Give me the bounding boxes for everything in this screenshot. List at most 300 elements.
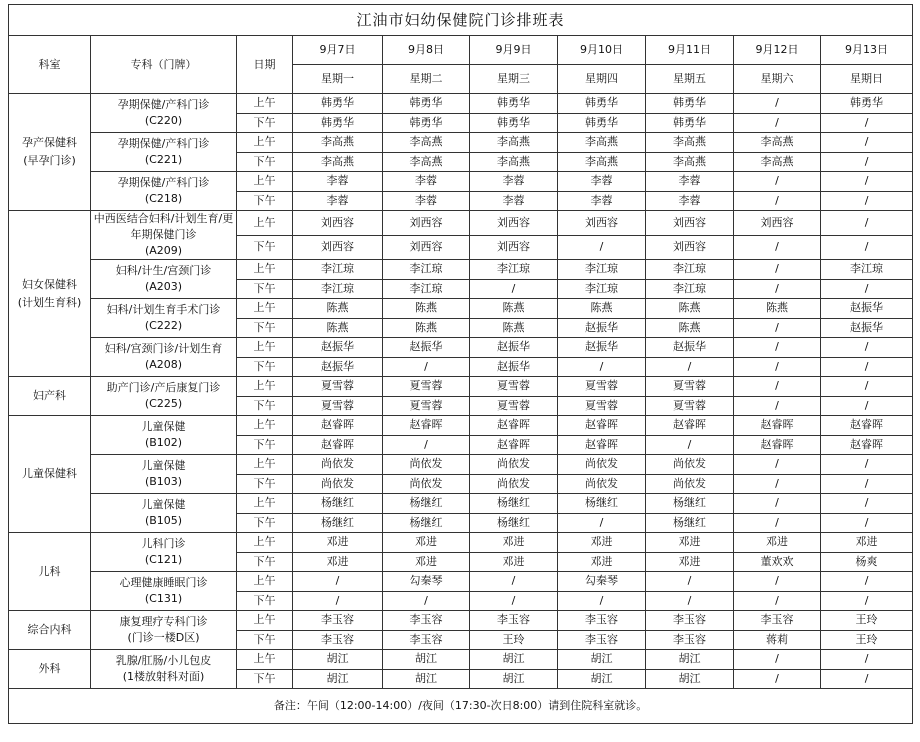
doctor-cell: 刘西容 <box>734 211 821 236</box>
header-weekday-cell: 星期一 <box>293 65 383 94</box>
period-cell: 下午 <box>237 435 293 455</box>
doctor-cell: 尚依发 <box>383 474 470 494</box>
specialty-name-line: 孕期保健/产科门诊 <box>117 176 210 189</box>
doctor-cell: / <box>734 279 821 299</box>
doctor-cell: 刘西容 <box>383 211 470 236</box>
doctor-cell: 夏雪蓉 <box>293 396 383 416</box>
doctor-cell: 陈燕 <box>383 318 470 338</box>
doctor-cell: 李蓉 <box>470 172 558 192</box>
specialty-name-line: 妇科/计划生育手术门诊 <box>106 303 221 316</box>
specialty-name-line: 孕期保健/产科门诊 <box>117 98 210 111</box>
specialty-name-line: (C220) <box>144 114 183 127</box>
period-cell: 下午 <box>237 513 293 533</box>
specialty-cell <box>91 260 237 299</box>
header-date-cell: 9月9日 <box>470 36 558 65</box>
doctor-cell: 胡江 <box>646 650 734 670</box>
dept-name-line: 儿童保健科 <box>22 467 77 480</box>
header-date: 日期 <box>237 36 293 94</box>
table-row <box>9 377 913 397</box>
doctor-cell: 胡江 <box>558 650 646 670</box>
doctor-cell: 胡江 <box>293 650 383 670</box>
doctor-cell: / <box>821 133 913 153</box>
doctor-cell: 赵睿晖 <box>293 416 383 436</box>
doctor-cell: 李高燕 <box>470 152 558 172</box>
doctor-cell: 胡江 <box>293 669 383 689</box>
doctor-cell: 李江琼 <box>646 279 734 299</box>
doctor-cell: 赵振华 <box>293 357 383 377</box>
specialty-cell <box>91 455 237 494</box>
specialty-cell <box>91 172 237 211</box>
table-row <box>9 211 913 236</box>
specialty-name-line: (C218) <box>144 192 183 205</box>
doctor-cell: / <box>821 650 913 670</box>
specialty-name-line: (C225) <box>144 397 183 410</box>
doctor-cell: 尚依发 <box>558 474 646 494</box>
header-date-cell: 9月7日 <box>293 36 383 65</box>
header-weekday-cell: 星期三 <box>470 65 558 94</box>
doctor-cell: / <box>821 357 913 377</box>
specialty-cell <box>91 416 237 455</box>
doctor-cell: 李玉容 <box>558 630 646 650</box>
doctor-cell: 李玉容 <box>734 611 821 631</box>
doctor-cell: 韩勇华 <box>821 94 913 114</box>
specialty-name-line: 助产门诊/产后康复门诊 <box>106 381 221 394</box>
doctor-cell: 李蓉 <box>383 191 470 211</box>
doctor-cell: 胡江 <box>383 669 470 689</box>
doctor-cell: 胡江 <box>646 669 734 689</box>
doctor-cell: 刘西容 <box>293 211 383 236</box>
doctor-cell: 赵睿晖 <box>470 416 558 436</box>
table-row <box>9 572 913 592</box>
doctor-cell: 邓进 <box>383 533 470 553</box>
doctor-cell: 李江琼 <box>383 260 470 280</box>
header-weekday-cell: 星期二 <box>383 65 470 94</box>
doctor-cell: 赵睿晖 <box>821 435 913 455</box>
footer-note: 备注：午间（12:00-14:00）/夜间（17:30-次日8:00）请到住院科室就诊。 <box>9 689 913 724</box>
doctor-cell: 尚依发 <box>293 455 383 475</box>
period-cell: 下午 <box>237 552 293 572</box>
doctor-cell: 胡江 <box>558 669 646 689</box>
period-cell: 下午 <box>237 191 293 211</box>
specialty-name-line: (A208) <box>144 358 183 371</box>
doctor-cell: 尚依发 <box>470 455 558 475</box>
period-cell: 上午 <box>237 377 293 397</box>
doctor-cell: 刘西容 <box>293 235 383 260</box>
doctor-cell: 刘西容 <box>646 211 734 236</box>
doctor-cell: / <box>821 211 913 236</box>
doctor-cell: / <box>821 455 913 475</box>
doctor-cell: / <box>734 455 821 475</box>
doctor-cell: 杨继红 <box>383 494 470 514</box>
doctor-cell: 刘西容 <box>470 235 558 260</box>
period-cell: 下午 <box>237 279 293 299</box>
doctor-cell: 李蓉 <box>646 191 734 211</box>
doctor-cell: 夏雪蓉 <box>383 377 470 397</box>
specialty-cell <box>91 133 237 172</box>
doctor-cell: 韩勇华 <box>558 113 646 133</box>
doctor-cell: 尚依发 <box>293 474 383 494</box>
doctor-cell: / <box>734 235 821 260</box>
doctor-cell: / <box>821 191 913 211</box>
doctor-cell: 李江琼 <box>646 260 734 280</box>
doctor-cell: / <box>646 572 734 592</box>
specialty-cell <box>91 572 237 611</box>
table-row <box>9 299 913 319</box>
doctor-cell: 赵振华 <box>293 338 383 358</box>
doctor-cell: 刘西容 <box>558 211 646 236</box>
period-cell: 上午 <box>237 533 293 553</box>
table-row <box>9 260 913 280</box>
doctor-cell: 李高燕 <box>558 152 646 172</box>
dept-cell <box>9 416 91 533</box>
doctor-cell: 李高燕 <box>646 133 734 153</box>
doctor-cell: / <box>734 650 821 670</box>
doctor-cell: 陈燕 <box>646 299 734 319</box>
header-weekday-cell: 星期六 <box>734 65 821 94</box>
specialty-name-line: 儿童保健 <box>141 420 186 433</box>
doctor-cell: 李玉容 <box>558 611 646 631</box>
doctor-cell: / <box>821 474 913 494</box>
specialty-cell <box>91 211 237 260</box>
specialty-name-line: (1楼放射科对面) <box>122 670 205 683</box>
doctor-cell: 韩勇华 <box>383 113 470 133</box>
doctor-cell: 夏雪蓉 <box>470 377 558 397</box>
page-title: 江油市妇幼保健院门诊排班表 <box>9 5 913 36</box>
doctor-cell: 赵振华 <box>821 299 913 319</box>
doctor-cell: 李蓉 <box>470 191 558 211</box>
specialty-name-line: (B105) <box>144 514 183 527</box>
specialty-cell <box>91 94 237 133</box>
doctor-cell: / <box>470 591 558 611</box>
period-cell: 上午 <box>237 611 293 631</box>
specialty-name-line: (A203) <box>144 280 183 293</box>
doctor-cell: 尚依发 <box>646 455 734 475</box>
doctor-cell: 刘西容 <box>383 235 470 260</box>
doctor-cell: / <box>734 572 821 592</box>
header-date-cell: 9月12日 <box>734 36 821 65</box>
doctor-cell: / <box>821 113 913 133</box>
doctor-cell: 王玲 <box>821 630 913 650</box>
doctor-cell: 夏雪蓉 <box>558 396 646 416</box>
doctor-cell: / <box>821 172 913 192</box>
doctor-cell: 邓进 <box>383 552 470 572</box>
doctor-cell: 杨继红 <box>646 513 734 533</box>
doctor-cell: 韩勇华 <box>470 94 558 114</box>
specialty-name-line: 儿童保健 <box>141 459 186 472</box>
doctor-cell: / <box>734 591 821 611</box>
doctor-cell: 胡江 <box>470 650 558 670</box>
doctor-cell: 陈燕 <box>470 318 558 338</box>
period-cell: 下午 <box>237 591 293 611</box>
table-row <box>9 338 913 358</box>
table-row <box>9 455 913 475</box>
specialty-name-line: (C131) <box>144 592 183 605</box>
specialty-name-line: 年期保健门诊 <box>130 228 197 241</box>
dept-name-line: (早孕门诊) <box>23 154 76 167</box>
doctor-cell: / <box>558 513 646 533</box>
period-cell: 下午 <box>237 357 293 377</box>
period-cell: 上午 <box>237 650 293 670</box>
doctor-cell: 李江琼 <box>558 260 646 280</box>
header-date-cell: 9月8日 <box>383 36 470 65</box>
doctor-cell: / <box>646 357 734 377</box>
period-cell: 上午 <box>237 416 293 436</box>
doctor-cell: 李蓉 <box>646 172 734 192</box>
period-cell: 上午 <box>237 338 293 358</box>
specialty-name-line: (C221) <box>144 153 183 166</box>
specialty-name-line: 心理健康睡眠门诊 <box>119 576 208 589</box>
doctor-cell: / <box>821 513 913 533</box>
doctor-cell: / <box>734 377 821 397</box>
table-row <box>9 172 913 192</box>
doctor-cell: 夏雪蓉 <box>470 396 558 416</box>
specialty-cell <box>91 650 237 689</box>
doctor-cell: 李玉容 <box>293 611 383 631</box>
doctor-cell: 赵振华 <box>383 338 470 358</box>
doctor-cell: 杨继红 <box>293 513 383 533</box>
doctor-cell: 杨继红 <box>470 513 558 533</box>
specialty-cell <box>91 299 237 338</box>
doctor-cell: / <box>734 318 821 338</box>
header-dept: 科室 <box>9 36 91 94</box>
header-date-cell: 9月13日 <box>821 36 913 65</box>
table-row <box>9 494 913 514</box>
doctor-cell: 赵睿晖 <box>646 416 734 436</box>
period-cell: 下午 <box>237 318 293 338</box>
period-cell: 上午 <box>237 494 293 514</box>
doctor-cell: / <box>558 357 646 377</box>
header-date-cell: 9月10日 <box>558 36 646 65</box>
doctor-cell: / <box>821 591 913 611</box>
doctor-cell: 李蓉 <box>558 172 646 192</box>
dept-cell <box>9 94 91 211</box>
doctor-cell: 韩勇华 <box>293 94 383 114</box>
doctor-cell: / <box>734 172 821 192</box>
doctor-cell: 刘西容 <box>470 211 558 236</box>
schedule-table <box>8 4 913 724</box>
doctor-cell: 韩勇华 <box>646 94 734 114</box>
specialty-name-line: 康复理疗专科门诊 <box>119 615 208 628</box>
doctor-cell: 韩勇华 <box>293 113 383 133</box>
doctor-cell: 李江琼 <box>293 279 383 299</box>
doctor-cell: 邓进 <box>646 552 734 572</box>
doctor-cell: / <box>734 669 821 689</box>
doctor-cell: 陈燕 <box>734 299 821 319</box>
doctor-cell: / <box>734 338 821 358</box>
specialty-cell <box>91 611 237 650</box>
footer-row <box>9 689 913 724</box>
doctor-cell: 李江琼 <box>293 260 383 280</box>
specialty-name-line: (C121) <box>144 553 183 566</box>
doctor-cell: / <box>821 396 913 416</box>
doctor-cell: 韩勇华 <box>383 94 470 114</box>
doctor-cell: 勾秦琴 <box>558 572 646 592</box>
table-row <box>9 416 913 436</box>
doctor-cell: 夏雪蓉 <box>558 377 646 397</box>
period-cell: 下午 <box>237 152 293 172</box>
doctor-cell: / <box>821 669 913 689</box>
period-cell: 下午 <box>237 396 293 416</box>
period-cell: 上午 <box>237 455 293 475</box>
doctor-cell: / <box>383 591 470 611</box>
specialty-name-line: (C222) <box>144 319 183 332</box>
doctor-cell: 韩勇华 <box>646 113 734 133</box>
doctor-cell: / <box>734 474 821 494</box>
doctor-cell: 李高燕 <box>734 133 821 153</box>
doctor-cell: 杨继红 <box>383 513 470 533</box>
doctor-cell: / <box>293 591 383 611</box>
header-weekday-cell: 星期四 <box>558 65 646 94</box>
specialty-name-line: 妇科/计生/宫颈门诊 <box>115 264 212 277</box>
table-row <box>9 533 913 553</box>
doctor-cell: 李江琼 <box>383 279 470 299</box>
dept-name-line: 妇女保健科 <box>22 277 77 291</box>
doctor-cell: / <box>734 260 821 280</box>
doctor-cell: / <box>383 357 470 377</box>
doctor-cell: 李江琼 <box>470 260 558 280</box>
doctor-cell: / <box>821 494 913 514</box>
doctor-cell: 李高燕 <box>293 152 383 172</box>
doctor-cell: 李蓉 <box>383 172 470 192</box>
specialty-name-line: 孕期保健/产科门诊 <box>117 137 210 150</box>
doctor-cell: 赵睿晖 <box>470 435 558 455</box>
doctor-cell: 胡江 <box>383 650 470 670</box>
doctor-cell: 李江琼 <box>821 260 913 280</box>
doctor-cell: 邓进 <box>821 533 913 553</box>
specialty-cell <box>91 494 237 533</box>
doctor-cell: 李蓉 <box>293 172 383 192</box>
doctor-cell: 王玲 <box>821 611 913 631</box>
doctor-cell: 赵振华 <box>646 338 734 358</box>
doctor-cell: / <box>734 513 821 533</box>
doctor-cell: 尚依发 <box>558 455 646 475</box>
specialty-name-line: 中西医结合妇科/计划生育/更 <box>93 212 234 225</box>
doctor-cell: 李玉容 <box>470 611 558 631</box>
doctor-cell: / <box>821 338 913 358</box>
doctor-cell: 李玉容 <box>293 630 383 650</box>
doctor-cell: 邓进 <box>470 533 558 553</box>
doctor-cell: / <box>646 591 734 611</box>
doctor-cell: 夏雪蓉 <box>383 396 470 416</box>
table-row <box>9 133 913 153</box>
doctor-cell: / <box>734 494 821 514</box>
doctor-cell: 董欢欢 <box>734 552 821 572</box>
doctor-cell: 赵睿晖 <box>293 435 383 455</box>
specialty-name-line: 儿科门诊 <box>141 537 186 550</box>
period-cell: 下午 <box>237 474 293 494</box>
doctor-cell: 尚依发 <box>470 474 558 494</box>
doctor-cell: 李高燕 <box>383 152 470 172</box>
doctor-cell: 杨继红 <box>646 494 734 514</box>
doctor-cell: 邓进 <box>293 552 383 572</box>
doctor-cell: 赵振华 <box>470 338 558 358</box>
doctor-cell: 杨爽 <box>821 552 913 572</box>
dept-name-line: 儿科 <box>38 564 61 578</box>
doctor-cell: / <box>821 279 913 299</box>
specialty-name-line: (B102) <box>144 436 183 449</box>
doctor-cell: / <box>734 396 821 416</box>
doctor-cell: 李蓉 <box>558 191 646 211</box>
doctor-cell: 赵睿晖 <box>558 435 646 455</box>
doctor-cell: 刘西容 <box>646 235 734 260</box>
doctor-cell: 蒋莉 <box>734 630 821 650</box>
doctor-cell: 邓进 <box>470 552 558 572</box>
doctor-cell: / <box>821 235 913 260</box>
doctor-cell: 夏雪蓉 <box>646 377 734 397</box>
period-cell: 上午 <box>237 299 293 319</box>
dept-cell <box>9 650 91 689</box>
dept-cell <box>9 611 91 650</box>
doctor-cell: 陈燕 <box>383 299 470 319</box>
specialty-name-line: (门诊一楼D区) <box>127 631 200 644</box>
doctor-cell: 邓进 <box>558 533 646 553</box>
doctor-cell: 王玲 <box>470 630 558 650</box>
doctor-cell: / <box>558 591 646 611</box>
doctor-cell: 李高燕 <box>646 152 734 172</box>
doctor-cell: 赵睿晖 <box>734 416 821 436</box>
doctor-cell: 赵振华 <box>558 318 646 338</box>
doctor-cell: 赵睿晖 <box>558 416 646 436</box>
period-cell: 下午 <box>237 669 293 689</box>
doctor-cell: 李高燕 <box>470 133 558 153</box>
table-row <box>9 94 913 114</box>
header-row-dates <box>9 36 913 65</box>
doctor-cell: 勾秦琴 <box>383 572 470 592</box>
doctor-cell: 邓进 <box>734 533 821 553</box>
specialty-name-line: 儿童保健 <box>141 498 186 511</box>
doctor-cell: / <box>734 191 821 211</box>
doctor-cell: 李玉容 <box>383 630 470 650</box>
table-row <box>9 611 913 631</box>
doctor-cell: 李高燕 <box>383 133 470 153</box>
doctor-cell: 杨继红 <box>558 494 646 514</box>
doctor-cell: 赵振华 <box>558 338 646 358</box>
doctor-cell: 韩勇华 <box>558 94 646 114</box>
specialty-name-line: (A209) <box>144 244 183 257</box>
doctor-cell: 陈燕 <box>646 318 734 338</box>
period-cell: 下午 <box>237 113 293 133</box>
header-weekday-cell: 星期五 <box>646 65 734 94</box>
period-cell: 下午 <box>237 235 293 260</box>
dept-name-line: 外科 <box>38 662 61 675</box>
doctor-cell: 韩勇华 <box>470 113 558 133</box>
specialty-cell <box>91 338 237 377</box>
doctor-cell: 夏雪蓉 <box>293 377 383 397</box>
dept-cell <box>9 211 91 377</box>
doctor-cell: / <box>646 435 734 455</box>
header-date-cell: 9月11日 <box>646 36 734 65</box>
period-cell: 上午 <box>237 211 293 236</box>
period-cell: 上午 <box>237 572 293 592</box>
doctor-cell: / <box>734 94 821 114</box>
doctor-cell: 杨继红 <box>293 494 383 514</box>
dept-name-line: 综合内科 <box>27 623 72 636</box>
specialty-name-line: 乳腺/肛肠/小儿包皮 <box>115 654 212 667</box>
doctor-cell: 赵振华 <box>821 318 913 338</box>
doctor-cell: / <box>470 572 558 592</box>
doctor-cell: 赵睿晖 <box>821 416 913 436</box>
table-row <box>9 650 913 670</box>
doctor-cell: / <box>558 235 646 260</box>
doctor-cell: / <box>734 357 821 377</box>
doctor-cell: / <box>470 279 558 299</box>
doctor-cell: / <box>734 113 821 133</box>
doctor-cell: 赵睿晖 <box>383 416 470 436</box>
doctor-cell: 陈燕 <box>558 299 646 319</box>
doctor-cell: 夏雪蓉 <box>646 396 734 416</box>
header-weekday-cell: 星期日 <box>821 65 913 94</box>
period-cell: 上午 <box>237 94 293 114</box>
